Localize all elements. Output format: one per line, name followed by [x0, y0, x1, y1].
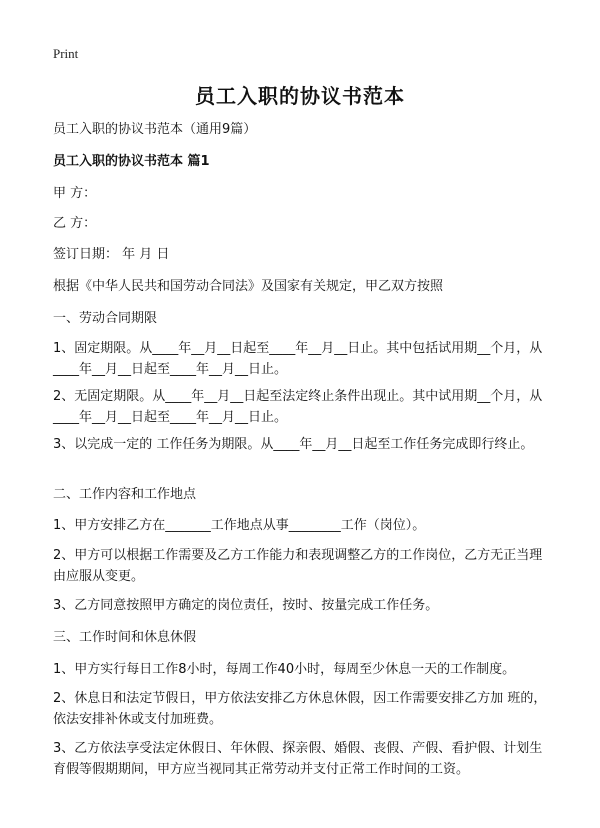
paragraph-overtime: 2、休息日和法定节假日，甲方依法安排乙方休息休假，因工作需要安排乙方加 班的，依法安排补休或支付加班费。: [53, 691, 547, 727]
document-subtitle: 员工入职的协议书范本（通用9篇）: [53, 122, 257, 137]
intro-paragraph: 根据《中华人民共和国劳动合同法》及国家有关规定，甲乙双方按照: [53, 279, 444, 294]
paragraph-task-term: 3、以完成一定的 工作任务为期限。从____年__月__日起至工作任务完成即行终止。: [53, 437, 534, 452]
page-title: 员工入职的协议书范本: [195, 84, 405, 108]
paragraph-open-term: 2、无固定期限。从____年__月__日起至法定终止条件出现止。其中试用期__个月，从____年__月__日起至____年__月__日止。: [53, 389, 543, 425]
heading-work-hours: 三、工作时间和休息休假: [53, 630, 197, 645]
party-a-line: 甲 方：: [53, 186, 97, 201]
paragraph-work-schedule: 1、甲方实行每日工作8小时，每周工作40小时，每周至少休息一天的工作制度。: [53, 662, 516, 677]
print-link[interactable]: Print: [53, 46, 79, 61]
party-b-line: 乙 方：: [53, 216, 97, 231]
paragraph-position-adjust: 2、甲方可以根据工作需要及乙方工作能力和表现调整乙方的工作岗位，乙方无正当理由应服从变更。: [53, 548, 543, 584]
heading-contract-term: 一、劳动合同期限: [53, 311, 158, 326]
paragraph-duty: 3、乙方同意按照甲方确定的岗位责任，按时、按量完成工作任务。: [53, 598, 439, 613]
paragraph-work-location: 1、甲方安排乙方在_______工作地点从事________工作（岗位）。: [53, 518, 426, 533]
heading-work-content: 二、工作内容和工作地点: [53, 487, 197, 502]
paragraph-fixed-term: 1、固定期限。从____年__月__日起至____年__月__日止。其中包括试用期__个月，从____年__月__日起至____年__月__日止。: [53, 341, 543, 377]
paragraph-leave: 3、乙方依法享受法定休假日、年休假、探亲假、婚假、丧假、产假、看护假、计划生育假等假期期间，甲方应当视同其正常劳动并支付正常工作时间的工资。: [53, 741, 543, 777]
section-heading: 员工入职的协议书范本 篇1: [53, 154, 210, 169]
sign-date-line: 签订日期： 年 月 日: [53, 247, 170, 262]
